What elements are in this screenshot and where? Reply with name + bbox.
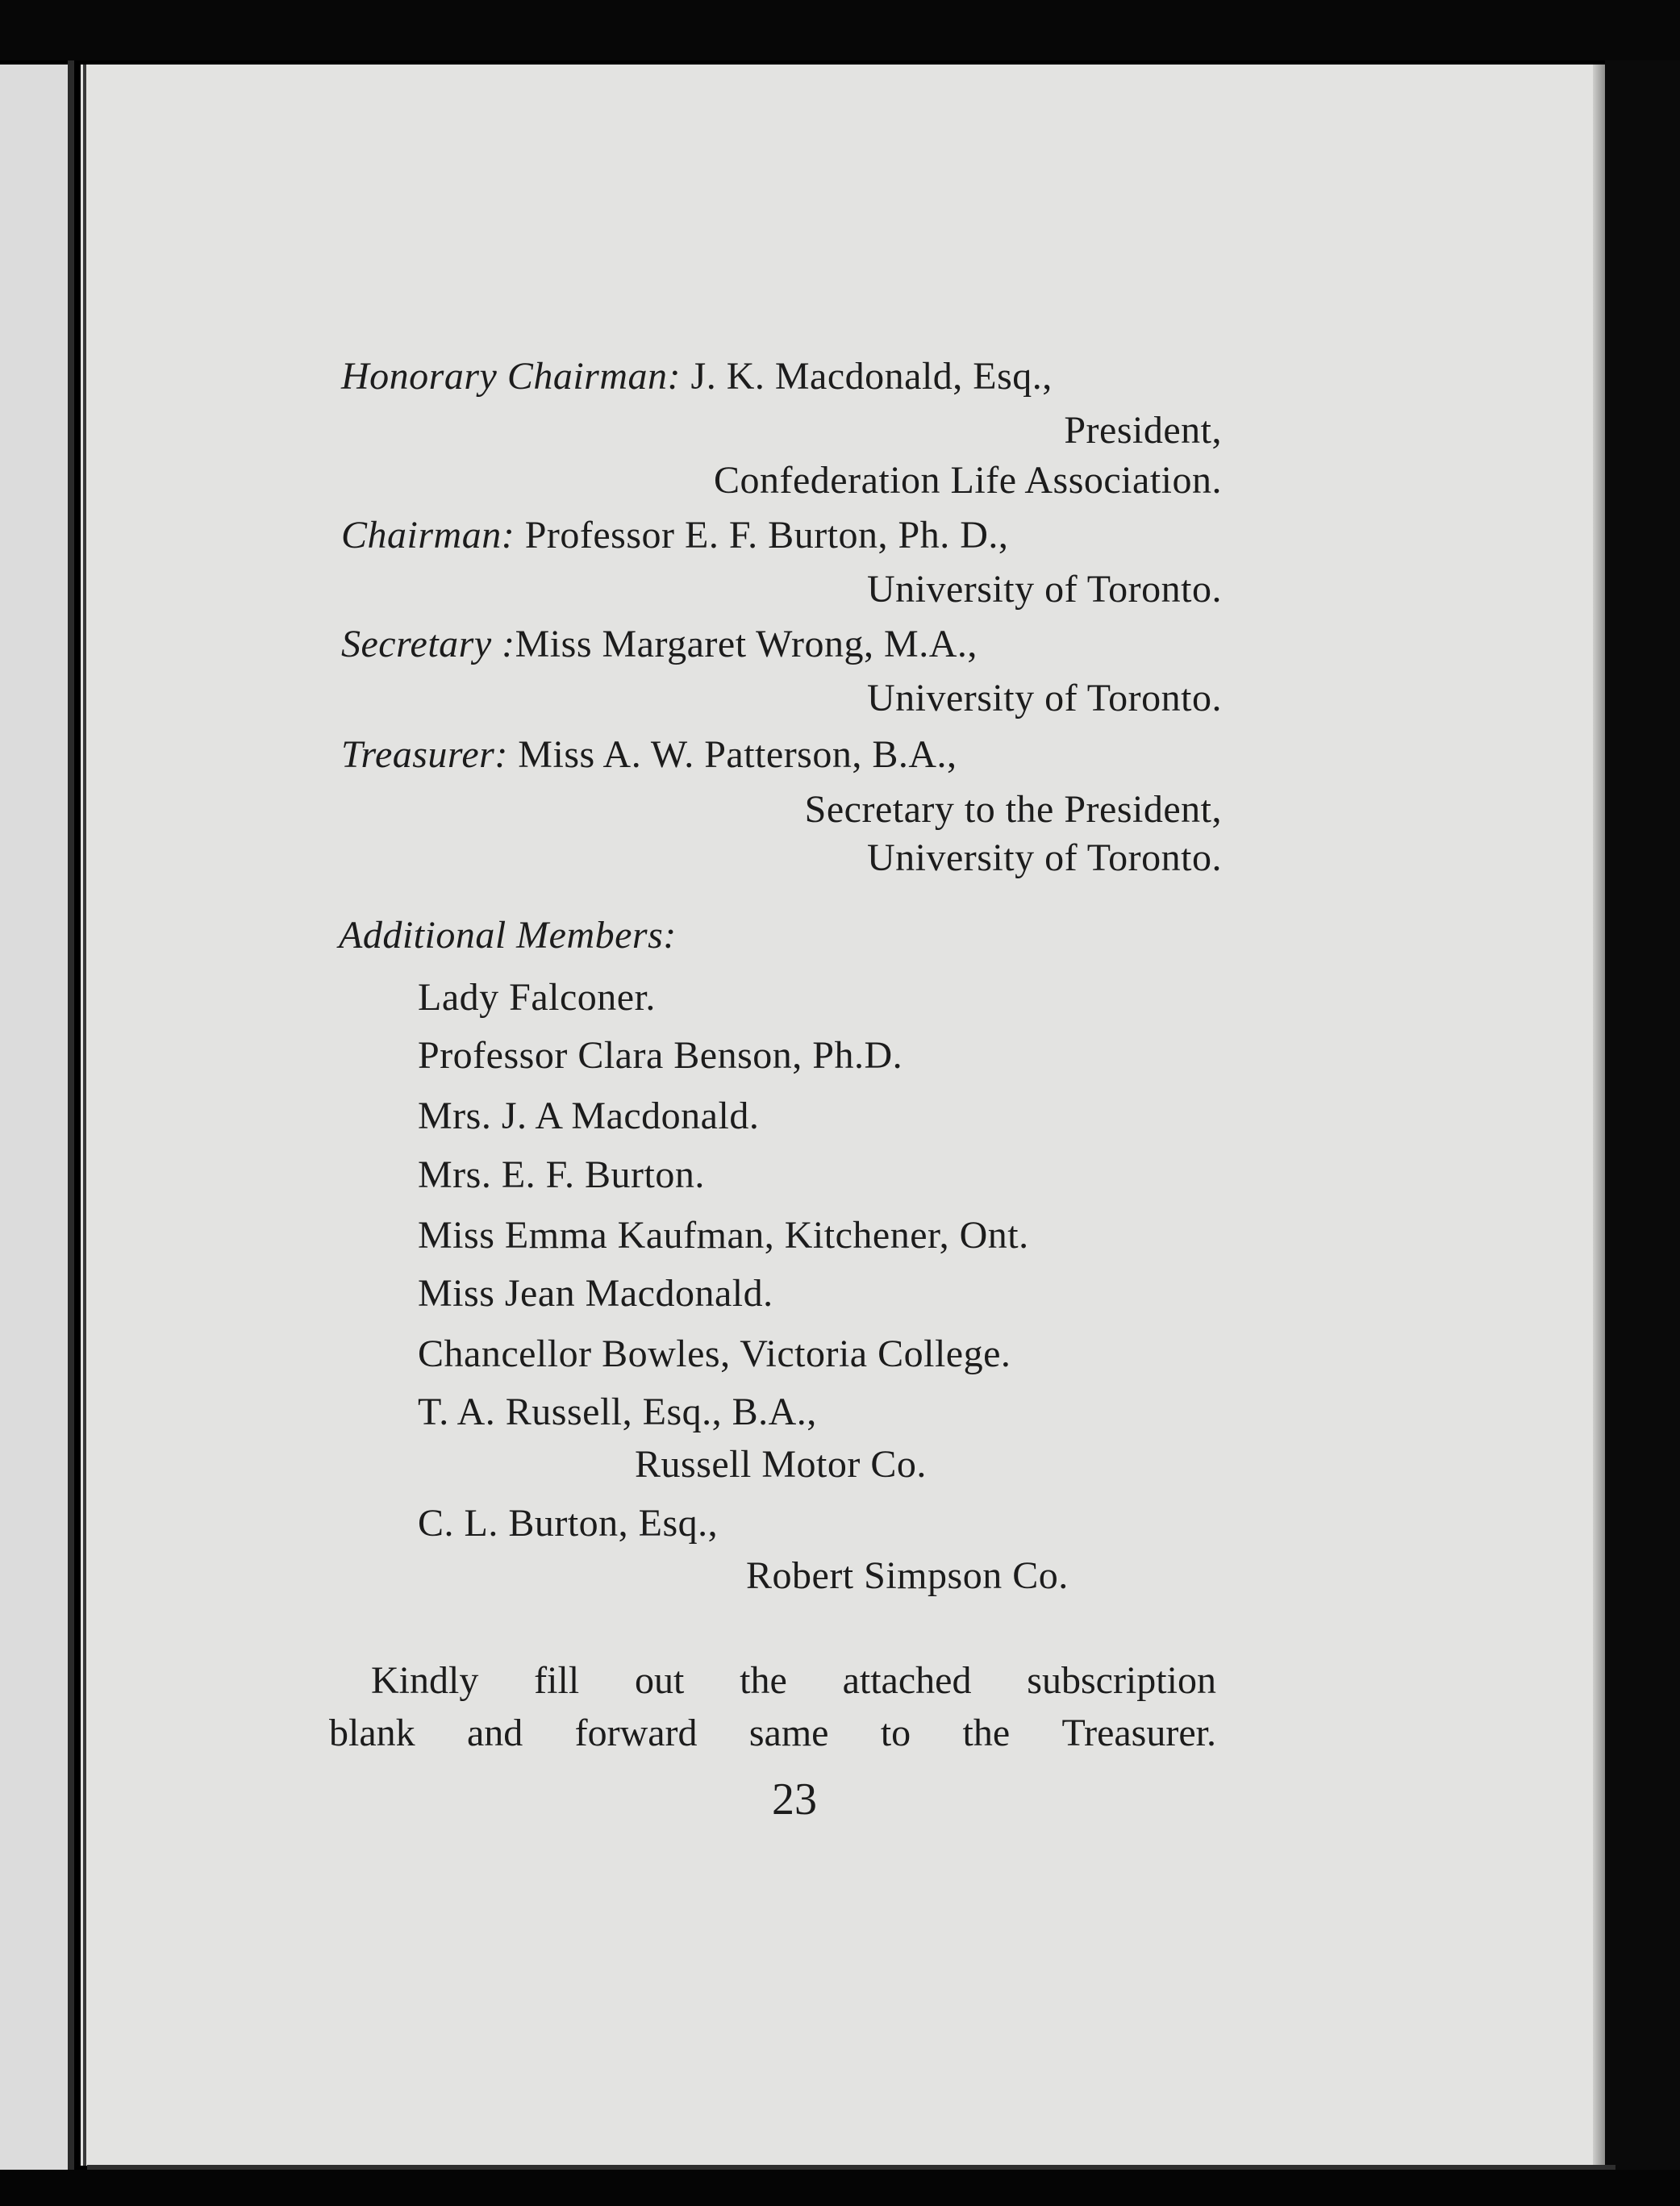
- member-line: Mrs. E. F. Burton.: [418, 1153, 705, 1196]
- member-line: Miss Jean Macdonald.: [418, 1272, 773, 1315]
- member-line: Mrs. J. A Macdonald.: [418, 1095, 760, 1137]
- honorary-chairman-label: Honorary Chairman:: [341, 355, 682, 398]
- scan-right-border: [1605, 60, 1680, 2206]
- member-affiliation: Russell Motor Co.: [635, 1443, 927, 1486]
- honorary-chairman-name: J. K. Macdonald, Esq.,: [681, 355, 1053, 398]
- treasurer-affiliation: University of Toronto.: [866, 836, 1222, 879]
- scan-top-border: [0, 0, 1680, 60]
- secretary-label: Secretary :: [341, 623, 515, 665]
- member-affiliation: Robert Simpson Co.: [746, 1554, 1069, 1597]
- member-line: Miss Emma Kaufman, Kitchener, Ont.: [418, 1214, 1029, 1257]
- chairman-label: Chairman:: [341, 514, 515, 557]
- member-line: Chancellor Bowles, Victoria College.: [418, 1332, 1011, 1375]
- treasurer-title: Secretary to the President,: [804, 788, 1222, 831]
- honorary-chairman-org: Confederation Life Association.: [713, 459, 1222, 502]
- page-right-edge: [1593, 65, 1605, 2166]
- chairman-name: Professor E. F. Burton, Ph. D.,: [515, 514, 1009, 557]
- notice-word: subscription: [1027, 1659, 1216, 1702]
- member-line: C. L. Burton, Esq.,: [418, 1502, 719, 1545]
- facing-page-shadow: [68, 60, 74, 2174]
- chairman-line: [341, 516, 1008, 555]
- page-number: 23: [772, 1774, 817, 1824]
- facing-page-edge: [0, 65, 71, 2170]
- page-gutter-line: [83, 65, 86, 2166]
- notice-word: Kindly: [371, 1659, 479, 1702]
- notice-word: attached: [842, 1659, 972, 1702]
- additional-members-heading: Additional Members:: [339, 914, 677, 957]
- notice-word: out: [634, 1659, 685, 1702]
- honorary-chairman-line: [341, 357, 1053, 396]
- scan-bottom-border: [0, 2170, 1680, 2206]
- notice-word: blank: [329, 1712, 415, 1754]
- notice-word: forward: [574, 1712, 698, 1754]
- notice-word: the: [740, 1659, 787, 1702]
- notice-word: and: [466, 1712, 523, 1754]
- notice-word: to: [880, 1712, 911, 1754]
- member-line: Lady Falconer.: [418, 976, 656, 1019]
- secretary-name: Miss Margaret Wrong, M.A.,: [515, 623, 978, 665]
- notice-word: fill: [534, 1659, 580, 1702]
- member-line: Professor Clara Benson, Ph.D.: [418, 1034, 903, 1077]
- notice-word: same: [748, 1712, 829, 1754]
- notice-word: the: [962, 1712, 1011, 1754]
- treasurer-label: Treasurer:: [341, 733, 508, 776]
- chairman-affiliation: University of Toronto.: [866, 568, 1222, 611]
- honorary-chairman-title: President,: [1064, 409, 1222, 452]
- member-line: T. A. Russell, Esq., B.A.,: [418, 1391, 817, 1433]
- treasurer-name: Miss A. W. Patterson, B.A.,: [507, 733, 957, 776]
- secretary-affiliation: University of Toronto.: [866, 677, 1222, 719]
- treasurer-line: [341, 733, 957, 776]
- subscription-notice-line-2: [329, 1714, 1216, 1753]
- secretary-line: [341, 625, 978, 664]
- notice-word: Treasurer.: [1061, 1712, 1216, 1754]
- subscription-notice-line-1: [371, 1659, 1216, 1702]
